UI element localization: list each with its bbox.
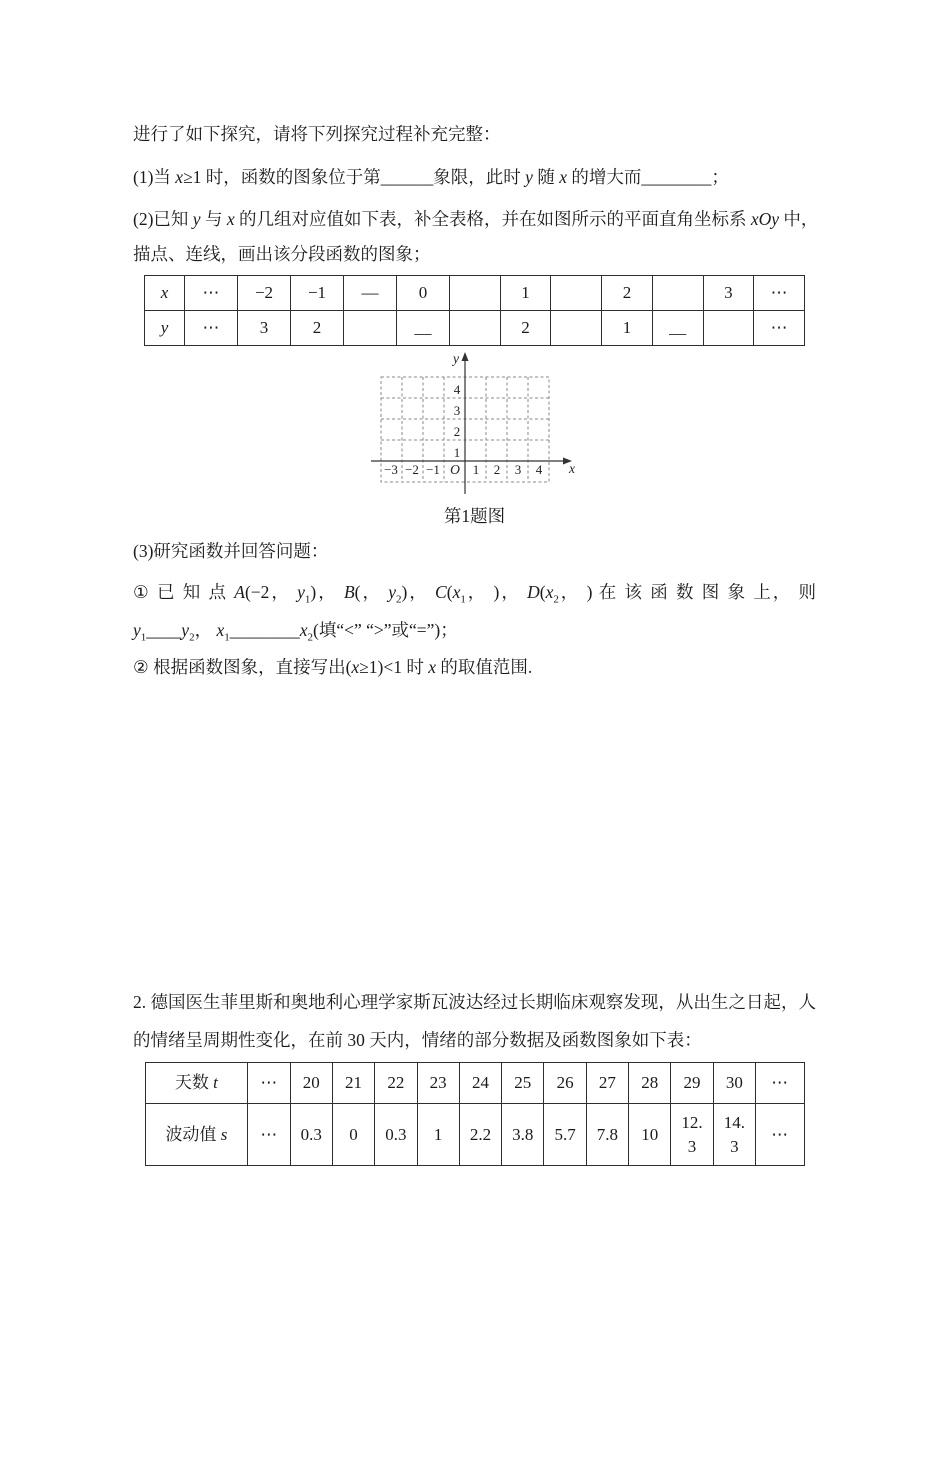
table-cell: 23 — [417, 1063, 459, 1104]
table-cell: 22 — [375, 1063, 417, 1104]
y-tick-label: 2 — [453, 424, 460, 439]
table-cell: — — [344, 276, 397, 311]
intro-text: 进行了如下探究，请将下列探究过程补充完整： — [133, 124, 501, 144]
values-table — [144, 275, 805, 346]
part1-text: (1)当 x≥1 时，函数的图象位于第______象限，此时 y 随 x 的增大而________； — [133, 167, 729, 187]
x-tick-label: 4 — [535, 462, 542, 477]
table-row-days — [145, 1063, 804, 1104]
table-cell — [703, 311, 754, 346]
x-tick-label: −1 — [425, 462, 440, 477]
table-cell: 28 — [629, 1063, 671, 1104]
origin-label: O — [449, 462, 460, 477]
problem2-line1: 2. 德国医生菲里斯和奥地利心理学家斯瓦波达经过长期临床观察发现，从出生之日起，人 — [133, 992, 816, 1012]
table-cell: ⋯ — [185, 276, 238, 311]
table-cell: 29 — [671, 1063, 713, 1104]
table-cell: y — [145, 311, 185, 346]
table-cell: ⋯ — [754, 276, 805, 311]
table-cell: 24 — [459, 1063, 501, 1104]
q1-line1: ① 已 知 点 A(−2， $y_1$)， B(， $y_2$)， $C(x_1$， )， $D(x_2$， ) 在 该 函 数 图 象 上， 则 — [133, 582, 817, 606]
table-cell: 3.8 — [502, 1104, 544, 1166]
table-cell: 7.8 — [586, 1104, 628, 1166]
table-cell: __ — [397, 311, 450, 346]
table-cell — [551, 311, 602, 346]
table-cell: 20 — [290, 1063, 332, 1104]
table-cell: ⋯ — [248, 1104, 290, 1166]
y-axis-label: y — [452, 351, 459, 366]
worksheet-page — [0, 116, 950, 1166]
table-cell: 5.7 — [544, 1104, 586, 1166]
table-cell: 26 — [544, 1063, 586, 1104]
table-cell: 2 — [291, 311, 344, 346]
table-cell: −1 — [291, 276, 344, 311]
table-cell: 1 — [500, 276, 551, 311]
table-cell: 12. 3 — [671, 1104, 713, 1166]
table-cell: 21 — [332, 1063, 374, 1104]
x-tick-label: 3 — [514, 462, 521, 477]
table-cell: −2 — [238, 276, 291, 311]
table-cell: 3 — [703, 276, 754, 311]
x-tick-label: −2 — [404, 462, 419, 477]
table-cell: 2 — [500, 311, 551, 346]
table-cell: ⋯ — [248, 1063, 290, 1104]
table-cell: 2 — [602, 276, 653, 311]
x-tick-label: 1 — [472, 462, 479, 477]
table-cell: 3 — [238, 311, 291, 346]
table-cell — [450, 311, 501, 346]
y-axis-arrow — [461, 352, 468, 361]
coordinate-grid — [369, 350, 581, 496]
table-cell: ⋯ — [756, 1063, 804, 1104]
table-cell: 1 — [417, 1104, 459, 1166]
table-cell: 波动值 s — [145, 1104, 248, 1166]
table-cell — [551, 276, 602, 311]
table-row-fluctuation — [145, 1104, 804, 1166]
table-cell: 0.3 — [290, 1104, 332, 1166]
table-cell: 30 — [713, 1063, 755, 1104]
table-cell: 25 — [502, 1063, 544, 1104]
table-cell: ⋯ — [185, 311, 238, 346]
table-cell: 2.2 — [459, 1104, 501, 1166]
table-row-y — [145, 311, 805, 346]
table-cell — [344, 311, 397, 346]
table-cell: 27 — [586, 1063, 628, 1104]
table-cell: 0.3 — [375, 1104, 417, 1166]
table-cell: 天数 t — [145, 1063, 248, 1104]
part2-text-line1: (2)已知 y 与 x 的几组对应值如下表，补全表格，并在如图所示的平面直角坐标系 xOy 中， — [133, 209, 819, 229]
problem2-line2: 的情绪呈周期性变化，在前 30 天内，情绪的部分数据及函数图象如下表： — [133, 1030, 702, 1050]
table-cell: 10 — [629, 1104, 671, 1166]
table-cell — [652, 276, 703, 311]
q1-line2: $y_1\_\_\_\_y_2$， $x_1\_\_\_\_\_\_\_\_x_2$(填“<” “>”或“=”)； — [133, 620, 458, 644]
biorhythm-table — [145, 1062, 805, 1166]
table-cell: __ — [652, 311, 703, 346]
table-cell: 0 — [397, 276, 450, 311]
table-cell: 0 — [332, 1104, 374, 1166]
part3-text: (3)研究函数并回答问题： — [133, 541, 329, 561]
x-tick-label: −3 — [383, 462, 398, 477]
y-tick-label: 1 — [453, 445, 460, 460]
q2-text: ② 根据函数图象，直接写出(x≥1)<1 时 x 的取值范围. — [133, 657, 533, 677]
table-cell: ⋯ — [756, 1104, 804, 1166]
x-axis-label: x — [568, 461, 575, 476]
x-tick-label: 2 — [493, 462, 500, 477]
table-cell: x — [145, 276, 185, 311]
table-cell — [450, 276, 501, 311]
y-tick-label: 3 — [453, 403, 460, 418]
coordinate-grid-figure — [133, 350, 816, 501]
part2-text-line2: 描点、连线，画出该分段函数的图象； — [133, 244, 431, 264]
table-cell: ⋯ — [754, 311, 805, 346]
table-cell: 14. 3 — [713, 1104, 755, 1166]
table-cell: 1 — [602, 311, 653, 346]
y-tick-label: 4 — [453, 382, 460, 397]
figure-caption: 第1题图 — [443, 506, 506, 526]
table-row-x — [145, 276, 805, 311]
